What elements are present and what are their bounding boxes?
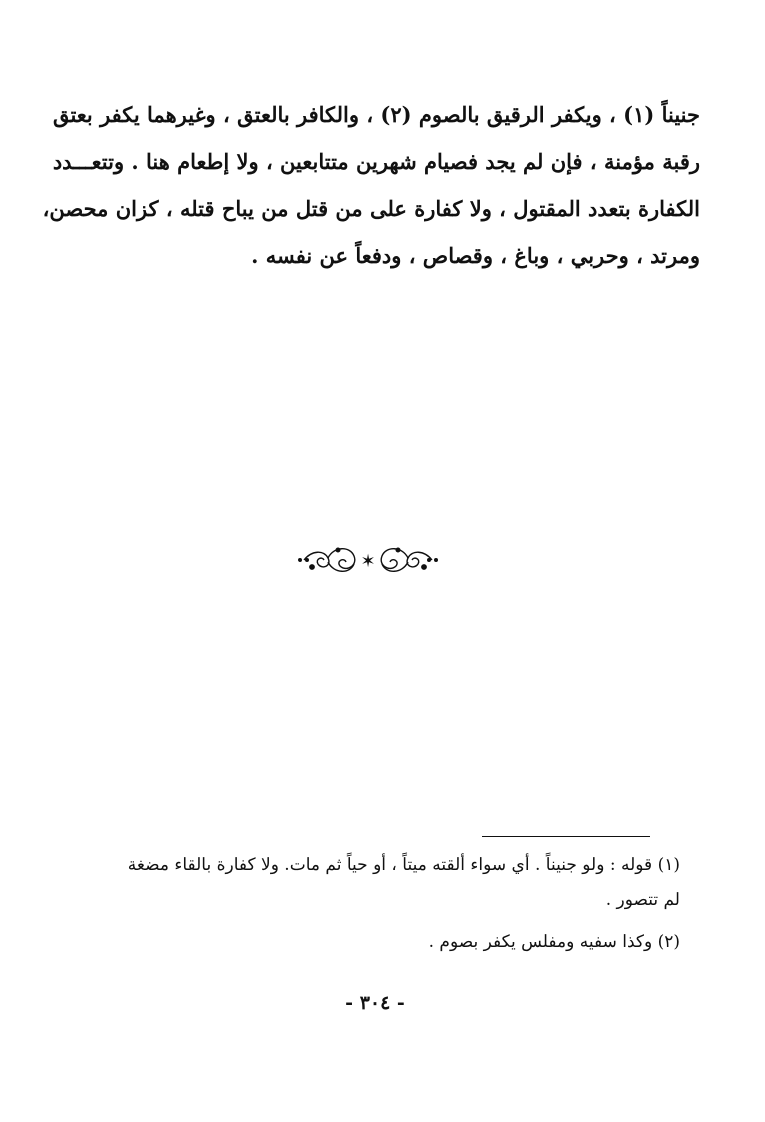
footnotes-block: [75, 852, 680, 964]
footnote-1-line-1: (١) قوله : ولو جنيناً . أي سواء ألقته ميتاً ، أو حياً ثم مات. ولا كفارة بالقاء مضغة: [127, 855, 680, 875]
main-text-block: [42, 100, 700, 288]
text-line-3: الكفارة بتعدد المقتول ، ولا كفارة على من قتل من يباح قتله ، كزان محصن،: [42, 196, 700, 221]
section-divider-ornament: [298, 540, 438, 580]
footnote-separator: [482, 836, 650, 837]
text-line-4: ومرتد ، وحربي ، وباغ ، وقصاص ، ودفعاً عن نفسه .: [251, 243, 700, 268]
footnote-2: (٢) وكذا سفيه ومفلس يكفر بصوم .: [428, 932, 680, 952]
right-flourish-icon: [381, 548, 437, 571]
text-line-1: جنيناً (١) ، ويكفر الرقيق بالصوم (٢) ، والكافر بالعتق ، وغيرهما يكفر بعتق: [52, 102, 700, 127]
footnote-1-line-2: لم تتصور .: [605, 890, 680, 910]
left-flourish-icon: [299, 548, 355, 571]
star-icon: ✶: [360, 551, 376, 572]
page-number: - ٣٠٤ -: [345, 992, 405, 1014]
text-line-2: رقبة مؤمنة ، فإن لم يجد فصيام شهرين متتابعين ، ولا إطعام هنا . وتتعـــدد: [52, 149, 700, 174]
